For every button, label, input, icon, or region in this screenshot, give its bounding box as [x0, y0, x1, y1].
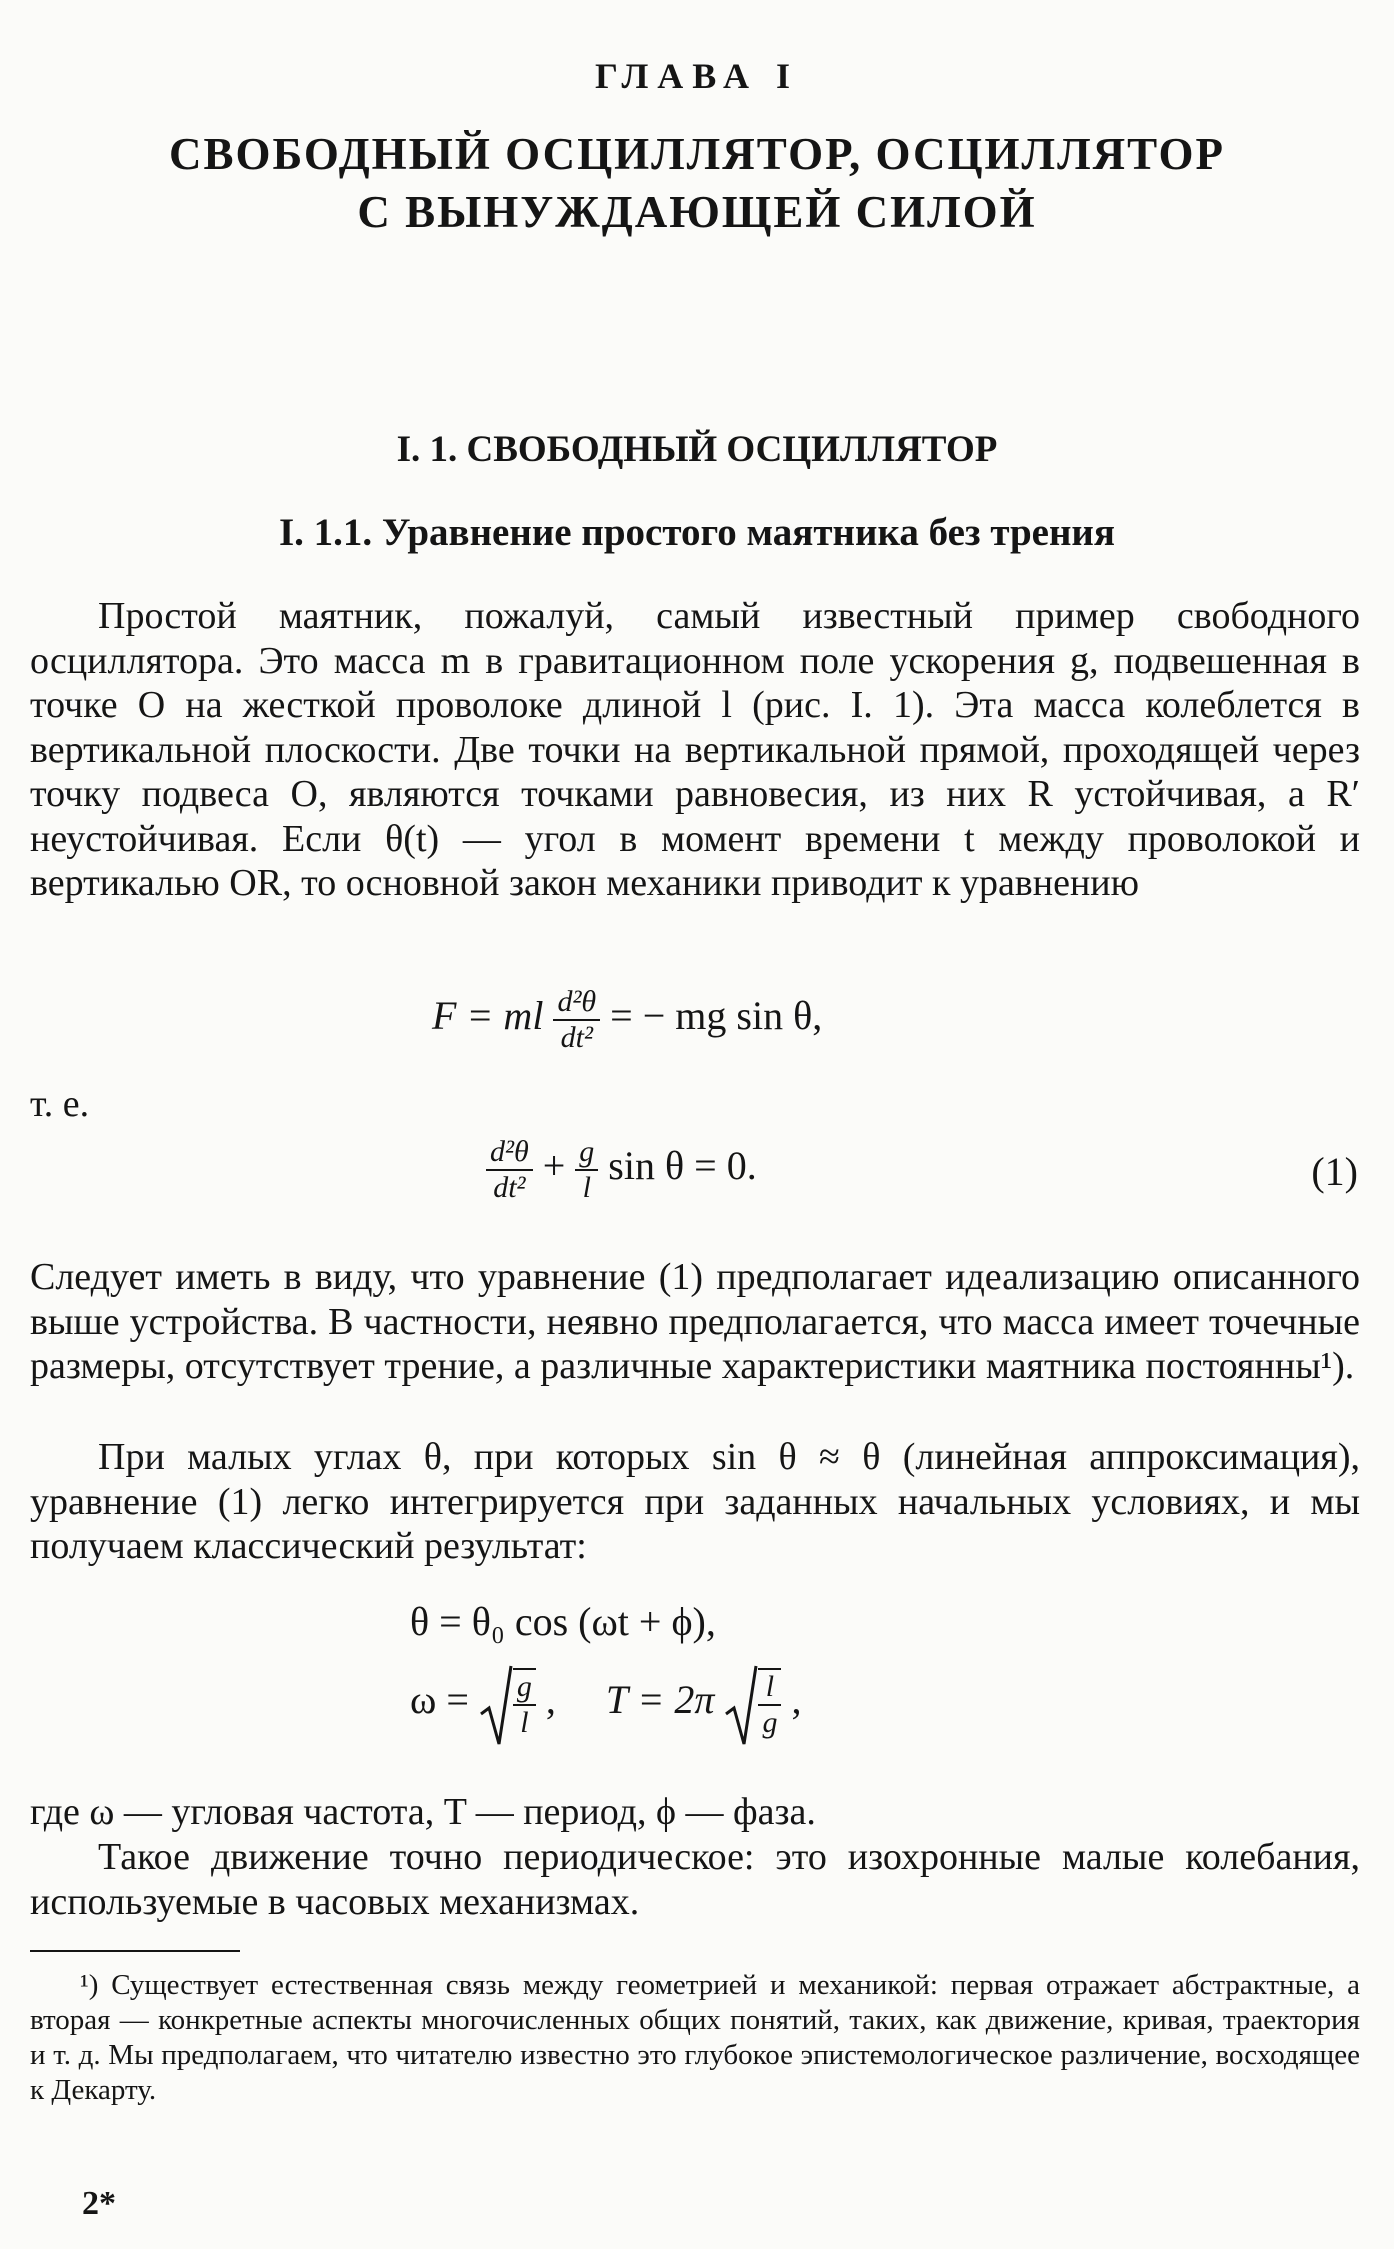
eq-force-fraction: [553, 985, 600, 1055]
chapter-title-line-1: СВОБОДНЫЙ ОСЦИЛЛЯТОР, ОСЦИЛЛЯТОР: [168, 129, 1226, 179]
section-title: I. 1. СВОБОДНЫЙ ОСЦИЛЛЯТОР: [396, 429, 998, 470]
equation-1-number: (1): [1311, 1149, 1358, 1194]
paragraph-1: Простой маятник, пожалуй, самый известный пример свободного осциллятора. Это масса m в гравитационном поле ускорения g, подвешенная в точке O на жесткой проволоке длиной l (рис. I. 1). Эта масса колеблется в вертикальной плоскости. Две точки на вертикальной прямой, проходящей через точку подвеса O, являются точками равновесия, из них R устойчивая, а R′ неустойчивая. Если θ(t) — угол в момент времени t между проволокой и вертикалью OR, то основной закон механики приводит к уравнению: [30, 595, 1360, 904]
subsection-title: I. 1.1. Уравнение простого маятника без трения: [278, 511, 1115, 554]
eq-force-numerator: d²θ: [553, 985, 600, 1021]
sqrt-sign-icon: [479, 1662, 513, 1748]
footnote: ¹) Существует естественная связь между геометрией и механикой: первая отражает абстрактные, а вторая — конкретные аспекты многочисленных общих понятий, таких, как движение, кривая, траектория и т. д. Мы предполагаем, что читателю известно это глубокое эпистемологическое различение, восходящее к Декарту.: [30, 1969, 1360, 2106]
period-fraction: [758, 1668, 781, 1740]
eq1-plus: +: [542, 1143, 566, 1189]
footnote-divider: [30, 1950, 240, 1952]
paragraph-4: где ω — угловая частота, T — период, ϕ — фаза.: [30, 1791, 816, 1833]
period-lhs: T = 2π: [605, 1677, 715, 1723]
equation-force: [432, 985, 822, 1055]
eq1-rhs: sin θ = 0.: [608, 1143, 757, 1189]
eq1-l: l: [582, 1171, 591, 1204]
period-numerator: l: [758, 1670, 781, 1706]
te-label: т. е.: [30, 1083, 90, 1125]
eq1-g: g: [575, 1135, 598, 1171]
omega-numerator: g: [513, 1670, 536, 1706]
omega-lhs: ω =: [410, 1677, 469, 1723]
chapter-label: ГЛАВА I: [594, 56, 800, 96]
paragraph-3: При малых углах θ, при которых sin θ ≈ θ (линейная аппроксимация), уравнение (1) легко интегрируется при заданных начальных условиях, и мы получаем классический результат:: [30, 1436, 1360, 1567]
sqrt-sign-icon: [724, 1662, 758, 1748]
period-sqrt: [724, 1668, 781, 1740]
paragraph-5: Такое движение точно периодическое: это изохронные малые колебания, используемые в часовых механизмах.: [30, 1836, 1360, 1923]
paragraph-2: Следует иметь в виду, что уравнение (1) предполагает идеализацию описанного выше устройства. В частности, неявно предполагается, что масса имеет точечные размеры, отсутствует трение, а различные характеристики маятника постоянны¹).: [30, 1256, 1360, 1387]
page-number: 2*: [82, 2185, 116, 2222]
equation-omega-period: [410, 1668, 801, 1740]
comma-2: ,: [791, 1677, 802, 1723]
equation-1: [486, 1135, 757, 1205]
chapter-title-line-2: С ВЫНУЖДАЮЩЕЙ СИЛОЙ: [357, 187, 1037, 237]
eq1-denominator: dt²: [493, 1171, 526, 1204]
comma-1: ,: [545, 1677, 556, 1723]
eq1-numerator: d²θ: [486, 1135, 533, 1171]
period-denominator: g: [762, 1706, 778, 1739]
eq1-g-over-l: [575, 1135, 598, 1205]
omega-fraction: [513, 1668, 536, 1740]
eq-force-denominator: dt²: [560, 1021, 593, 1054]
eq1-fraction: [486, 1135, 533, 1205]
omega-sqrt: [479, 1668, 536, 1740]
omega-denominator: l: [520, 1706, 529, 1739]
eq-force-lhs: F = ml: [432, 993, 544, 1039]
eq-force-rhs: = − mg sin θ,: [610, 993, 823, 1039]
chapter-title: [0, 125, 1394, 241]
equation-solution: θ = θ₀ cos (ωt + ϕ),: [410, 1599, 716, 1644]
